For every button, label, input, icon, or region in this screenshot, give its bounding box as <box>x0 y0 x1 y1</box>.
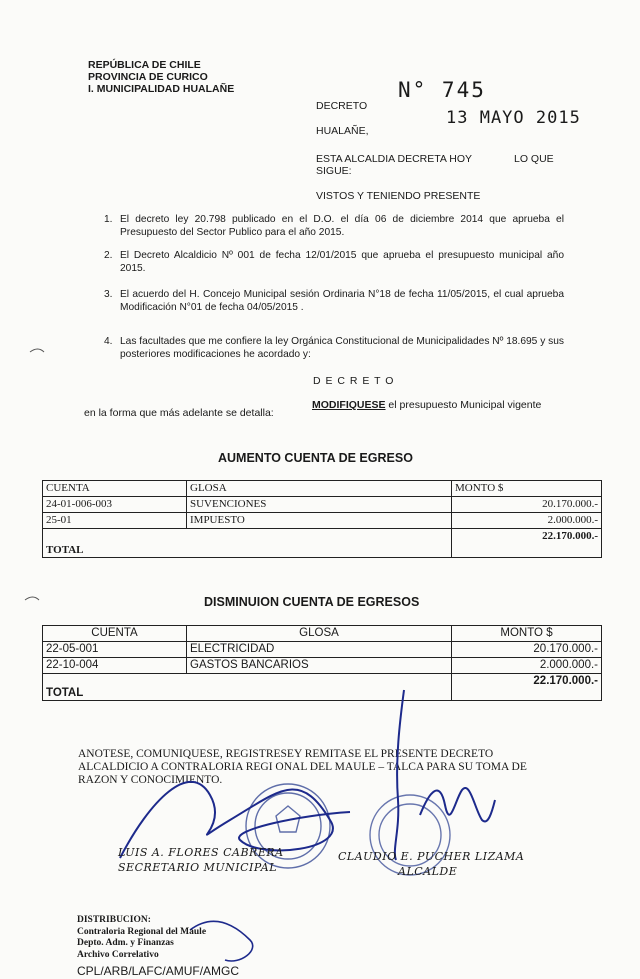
cell-monto: 2.000.000.- <box>452 513 602 529</box>
header-cuenta: CUENTA <box>43 626 187 642</box>
cell-monto: 2.000.000.- <box>452 658 602 674</box>
cell-cuenta: 22-05-001 <box>43 642 187 658</box>
item-number: 3. <box>104 289 113 300</box>
header-glosa: GLOSA <box>187 626 452 642</box>
item-number: 4. <box>104 336 113 347</box>
decree-place: HUALAÑE, <box>316 125 369 137</box>
punch-hole-mark-icon <box>30 349 44 352</box>
header-glosa: GLOSA <box>187 481 452 497</box>
distribution-line: Archivo Correlativo <box>77 949 159 960</box>
cell-cuenta: 22-10-004 <box>43 658 187 674</box>
distribution-line: Contraloria Regional del Maule <box>77 926 207 937</box>
decree-date-stamp: 13 MAYO 2015 <box>446 108 581 128</box>
decree-intro-cont: LO QUE <box>514 153 554 165</box>
closing-line1: ANOTESE, COMUNIQUESE, REGISTRESEY REMITASE EL PRESENTE DECRETO <box>78 748 494 760</box>
total-value: 22.170.000.- <box>452 674 602 701</box>
table1-title: AUMENTO CUENTA DE EGRESO <box>218 451 413 465</box>
secretary-name: LUIS A. FLORES CABRERA <box>118 846 284 859</box>
item-text: El Decreto Alcaldicio Nº 001 de fecha 12/01/2015 que aprueba el presupuesto municipal año 2015. <box>120 250 564 274</box>
header-cuenta: CUENTA <box>43 481 187 497</box>
secretary-title: SECRETARIO MUNICIPAL <box>118 861 278 874</box>
item-number: 2. <box>104 250 113 261</box>
decree-intro-follows: SIGUE: <box>316 165 352 177</box>
cell-cuenta: 24-01-006-003 <box>43 497 187 513</box>
total-label: TOTAL <box>43 529 452 558</box>
total-value: 22.170.000.- <box>452 529 602 558</box>
item-text: El decreto ley 20.798 publicado en el D.O. el día 06 de diciembre 2014 que aprueba el Presupuesto del Sector Publico para el año 2015. <box>120 214 564 238</box>
cell-monto: 20.170.000.- <box>452 642 602 658</box>
mayor-seal-icon <box>370 795 450 875</box>
header-monto: MONTO $ <box>452 481 602 497</box>
item-number: 1. <box>104 214 113 225</box>
item-text: Las facultades que me confiere la ley Orgánica Constitucional de Municipalidades Nº 18.695 y sus posteriores modificaciones he acordado y: <box>120 336 564 360</box>
cell-cuenta: 25-01 <box>43 513 187 529</box>
vistos-heading: VISTOS Y TENIENDO PRESENTE <box>316 190 481 202</box>
modify-keyword: MODIFIQUESE <box>312 399 386 411</box>
mayor-signature-icon <box>395 690 495 860</box>
header-monto: MONTO $ <box>452 626 602 642</box>
decree-number-stamp: N° 745 <box>398 78 486 102</box>
table2-title: DISMINUION CUENTA DE EGRESOS <box>204 595 420 609</box>
mayor-name: CLAUDIO E. PUCHER LIZAMA <box>338 850 525 863</box>
distribution-block <box>77 915 206 961</box>
initials-line: CPL/ARB/LAFC/AMUF/AMGC <box>77 964 240 978</box>
header-province: PROVINCIA DE CURICO <box>88 71 208 83</box>
cell-glosa: ELECTRICIDAD <box>187 642 452 658</box>
distribution-title: DISTRIBUCION: <box>77 915 151 925</box>
item-text: El acuerdo del H. Concejo Municipal sesión Ordinaria N°18 de fecha 11/05/2015, el cual aprueba Modificación N°01 de fecha 04/05/2015 . <box>120 289 564 313</box>
decree-intro: ESTA ALCALDIA DECRETA HOY <box>316 153 472 165</box>
header-country: REPÚBLICA DE CHILE <box>88 59 201 71</box>
modify-line2: en la forma que más adelante se detalla: <box>84 407 274 419</box>
cell-glosa: SUVENCIONES <box>187 497 452 513</box>
decree-label: DECRETO <box>316 100 368 112</box>
modify-rest: el presupuesto Municipal vigente <box>385 399 542 411</box>
decreto-heading: D E C R E T O <box>313 375 395 387</box>
cell-glosa: GASTOS BANCARIOS <box>187 658 452 674</box>
cell-monto: 20.170.000.- <box>452 497 602 513</box>
header-municipality: I. MUNICIPALIDAD HUALAÑE <box>88 83 235 95</box>
mayor-title: ALCALDE <box>398 865 458 878</box>
closing-line2: ALCALDICIO A CONTRALORIA REGI ONAL DEL MAULE – TALCA PARA SU TOMA DE <box>78 761 527 773</box>
punch-hole-mark-icon <box>25 597 39 600</box>
cell-glosa: IMPUESTO <box>187 513 452 529</box>
total-label: TOTAL <box>43 674 452 701</box>
distribution-line: Depto. Adm. y Finanzas <box>77 938 174 948</box>
closing-line3: RAZON Y CONOCIMIENTO. <box>78 774 223 786</box>
